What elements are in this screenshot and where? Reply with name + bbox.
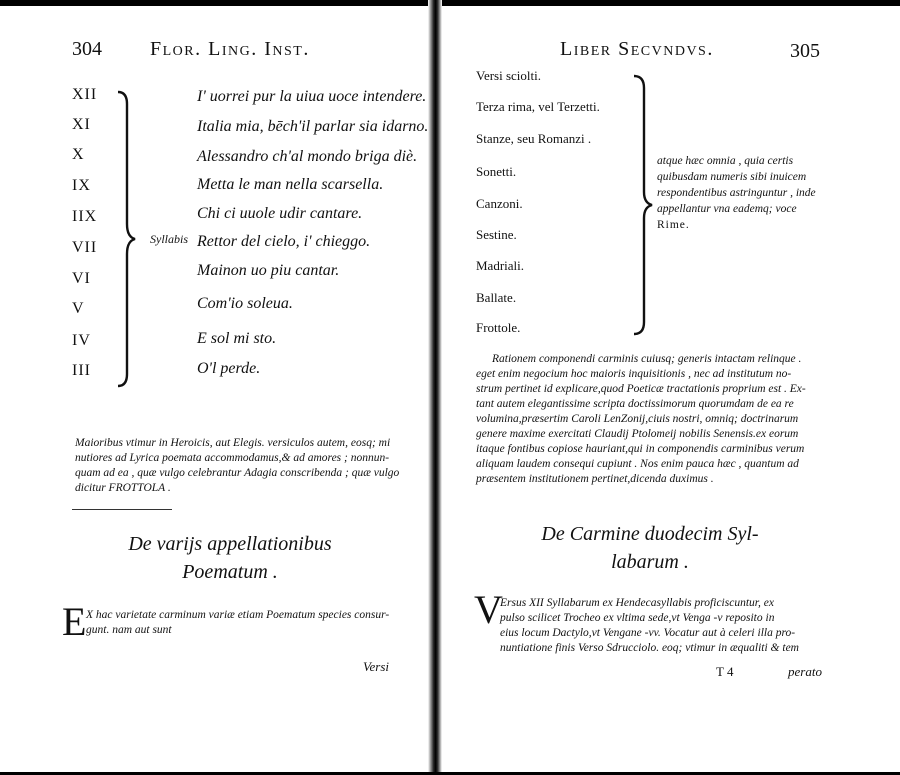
section-divider (72, 509, 172, 510)
signature-mark: T 4 (716, 664, 734, 679)
syllable-numeral: X (72, 146, 85, 163)
syllable-numeral: VII (72, 239, 98, 256)
right-body-text (500, 596, 799, 656)
syllable-numeral: IIX (72, 208, 98, 225)
paragraph-line: strum pertinet id explicare,quod Poeticæ tractationis proprium est . Ex- (476, 383, 806, 395)
left-body-text (86, 608, 389, 638)
left-running-head: Flor. Ling. Inst. (150, 38, 310, 60)
poem-form-item: Frottole. (476, 320, 521, 335)
poem-form-item: Ballate. (476, 290, 517, 305)
right-curly-brace (628, 72, 656, 338)
syllable-numeral: III (72, 362, 91, 379)
paragraph-line: tant autem elegantissime scripta doctissimorum quorumdam de ea re (476, 398, 794, 410)
syllable-numeral: XI (72, 116, 91, 133)
poem-form-item: Sestine. (476, 227, 517, 242)
poem-form-item: Canzoni. (476, 196, 523, 211)
example-verse: Alessandro ch'al mondo briga diè. (197, 148, 418, 165)
right-running-head: Liber Secvndvs. (560, 38, 714, 60)
syllable-numeral: V (72, 300, 85, 317)
paragraph-line: dicitur FROTTOLA . (75, 482, 171, 494)
paragraph-line: nutiores ad Lyrica poemata accommodamus,& ad amores ; nonnun- (75, 452, 390, 464)
poem-form-item: Madriali. (476, 258, 525, 273)
example-verse: Com'io soleua. (197, 295, 293, 312)
section-title-line: labarum . (611, 551, 689, 573)
right-page-number: 305 (790, 40, 820, 62)
syllabis-label: Syllabis (150, 232, 188, 246)
paragraph-line: volumina,præsertim Caroli LenZonij,ciuis nostri, omniq; doctrinarum (476, 413, 799, 425)
paragraph-line: itaque fontibus copiose hauriant,qui in componendis carminibus verum (476, 443, 805, 455)
poem-form-item: Terza rima, vel Terzetti. (476, 99, 600, 114)
body-line: pulso scilicet Trocheo ex vltima sede,vt Venga -v reposito in (500, 612, 775, 624)
syllable-numeral: VI (72, 270, 91, 287)
example-verse: Italia mia, bēch'il parlar sia idarno. (197, 118, 429, 135)
example-verse: Mainon uo piu cantar. (197, 262, 340, 279)
syllable-numeral: IX (72, 177, 91, 194)
right-drop-cap: V (474, 587, 503, 632)
paragraph-line: quam ad ea , quæ vulgo celebrantur Adagia conscribenda ; quæ vulgo (75, 467, 400, 479)
body-line: nuntiatione finis Verso Sdrucciolo. eoq; vtimur in æqualiti & tem (500, 642, 799, 654)
right-catchword: perato (788, 664, 822, 679)
paragraph-line: Rationem componendi carminis cuiusq; generis intactam relinque . (492, 353, 802, 365)
forms-note: atque hæc omnia , quia certis quibusdam numeris sibi inuicem respondentibus astringuntur , inde appellantur vna eademq; voce (657, 155, 816, 215)
paragraph-line: Maioribus vtimur in Heroicis, aut Elegis. versiculos autem, eosq; mi (75, 437, 391, 449)
left-paragraph (75, 436, 399, 496)
paragraph-line: genere maxime exercitati Claudij Ptolomeij nobilis Senensis.ex eorum (476, 428, 799, 440)
example-verse: I' uorrei pur la uiua uoce intendere. (197, 88, 427, 105)
left-curly-brace (112, 88, 138, 390)
section-title-line: Poematum . (182, 561, 278, 583)
left-drop-cap: E (62, 599, 87, 644)
example-verse: Rettor del cielo, i' chieggo. (197, 233, 371, 250)
left-catchword: Versi (363, 659, 389, 674)
poem-form-item: Stanze, seu Romanzi . (476, 131, 592, 146)
left-section-title (100, 530, 360, 586)
paragraph-line: eget enim negocium hoc maioris inquisitionis , nec ad institutum no- (476, 368, 792, 380)
poem-form-item: Versi sciolti. (476, 68, 541, 83)
example-verse: Chi ci uuole udir cantare. (197, 205, 363, 222)
body-line: Ersus XII Syllabarum ex Hendecasyllabis proficiscuntur, ex (500, 597, 774, 609)
body-line: gunt. nam aut sunt (86, 624, 172, 636)
example-verse: O'l perde. (197, 360, 261, 377)
right-paragraph (476, 352, 806, 487)
section-title-line: De varijs appellationibus (128, 533, 332, 555)
left-page-number: 304 (72, 38, 102, 60)
right-section-title (500, 520, 800, 576)
body-line: eius locum Dactylo,vt Vengane -vv. Vocatur aut à celeri illa pro- (500, 627, 796, 639)
paragraph-line: aliquam laudem consequi cupiunt . Nos enim pauca hæc , quantum ad (476, 458, 799, 470)
syllable-numeral: IV (72, 332, 91, 349)
example-verse: E sol mi sto. (197, 330, 277, 347)
section-title-line: De Carmine duodecim Syl- (541, 523, 759, 545)
poem-form-item: Sonetti. (476, 164, 517, 179)
example-verse: Metta le man nella scarsella. (197, 176, 384, 193)
body-line: X hac varietate carminum variæ etiam Poematum species consur- (86, 609, 390, 621)
syllable-numeral: XII (72, 86, 98, 103)
paragraph-line: præsentem institutionem pertinet,dicenda duximus . (476, 473, 714, 485)
forms-note-rime: Rime. (657, 219, 690, 231)
